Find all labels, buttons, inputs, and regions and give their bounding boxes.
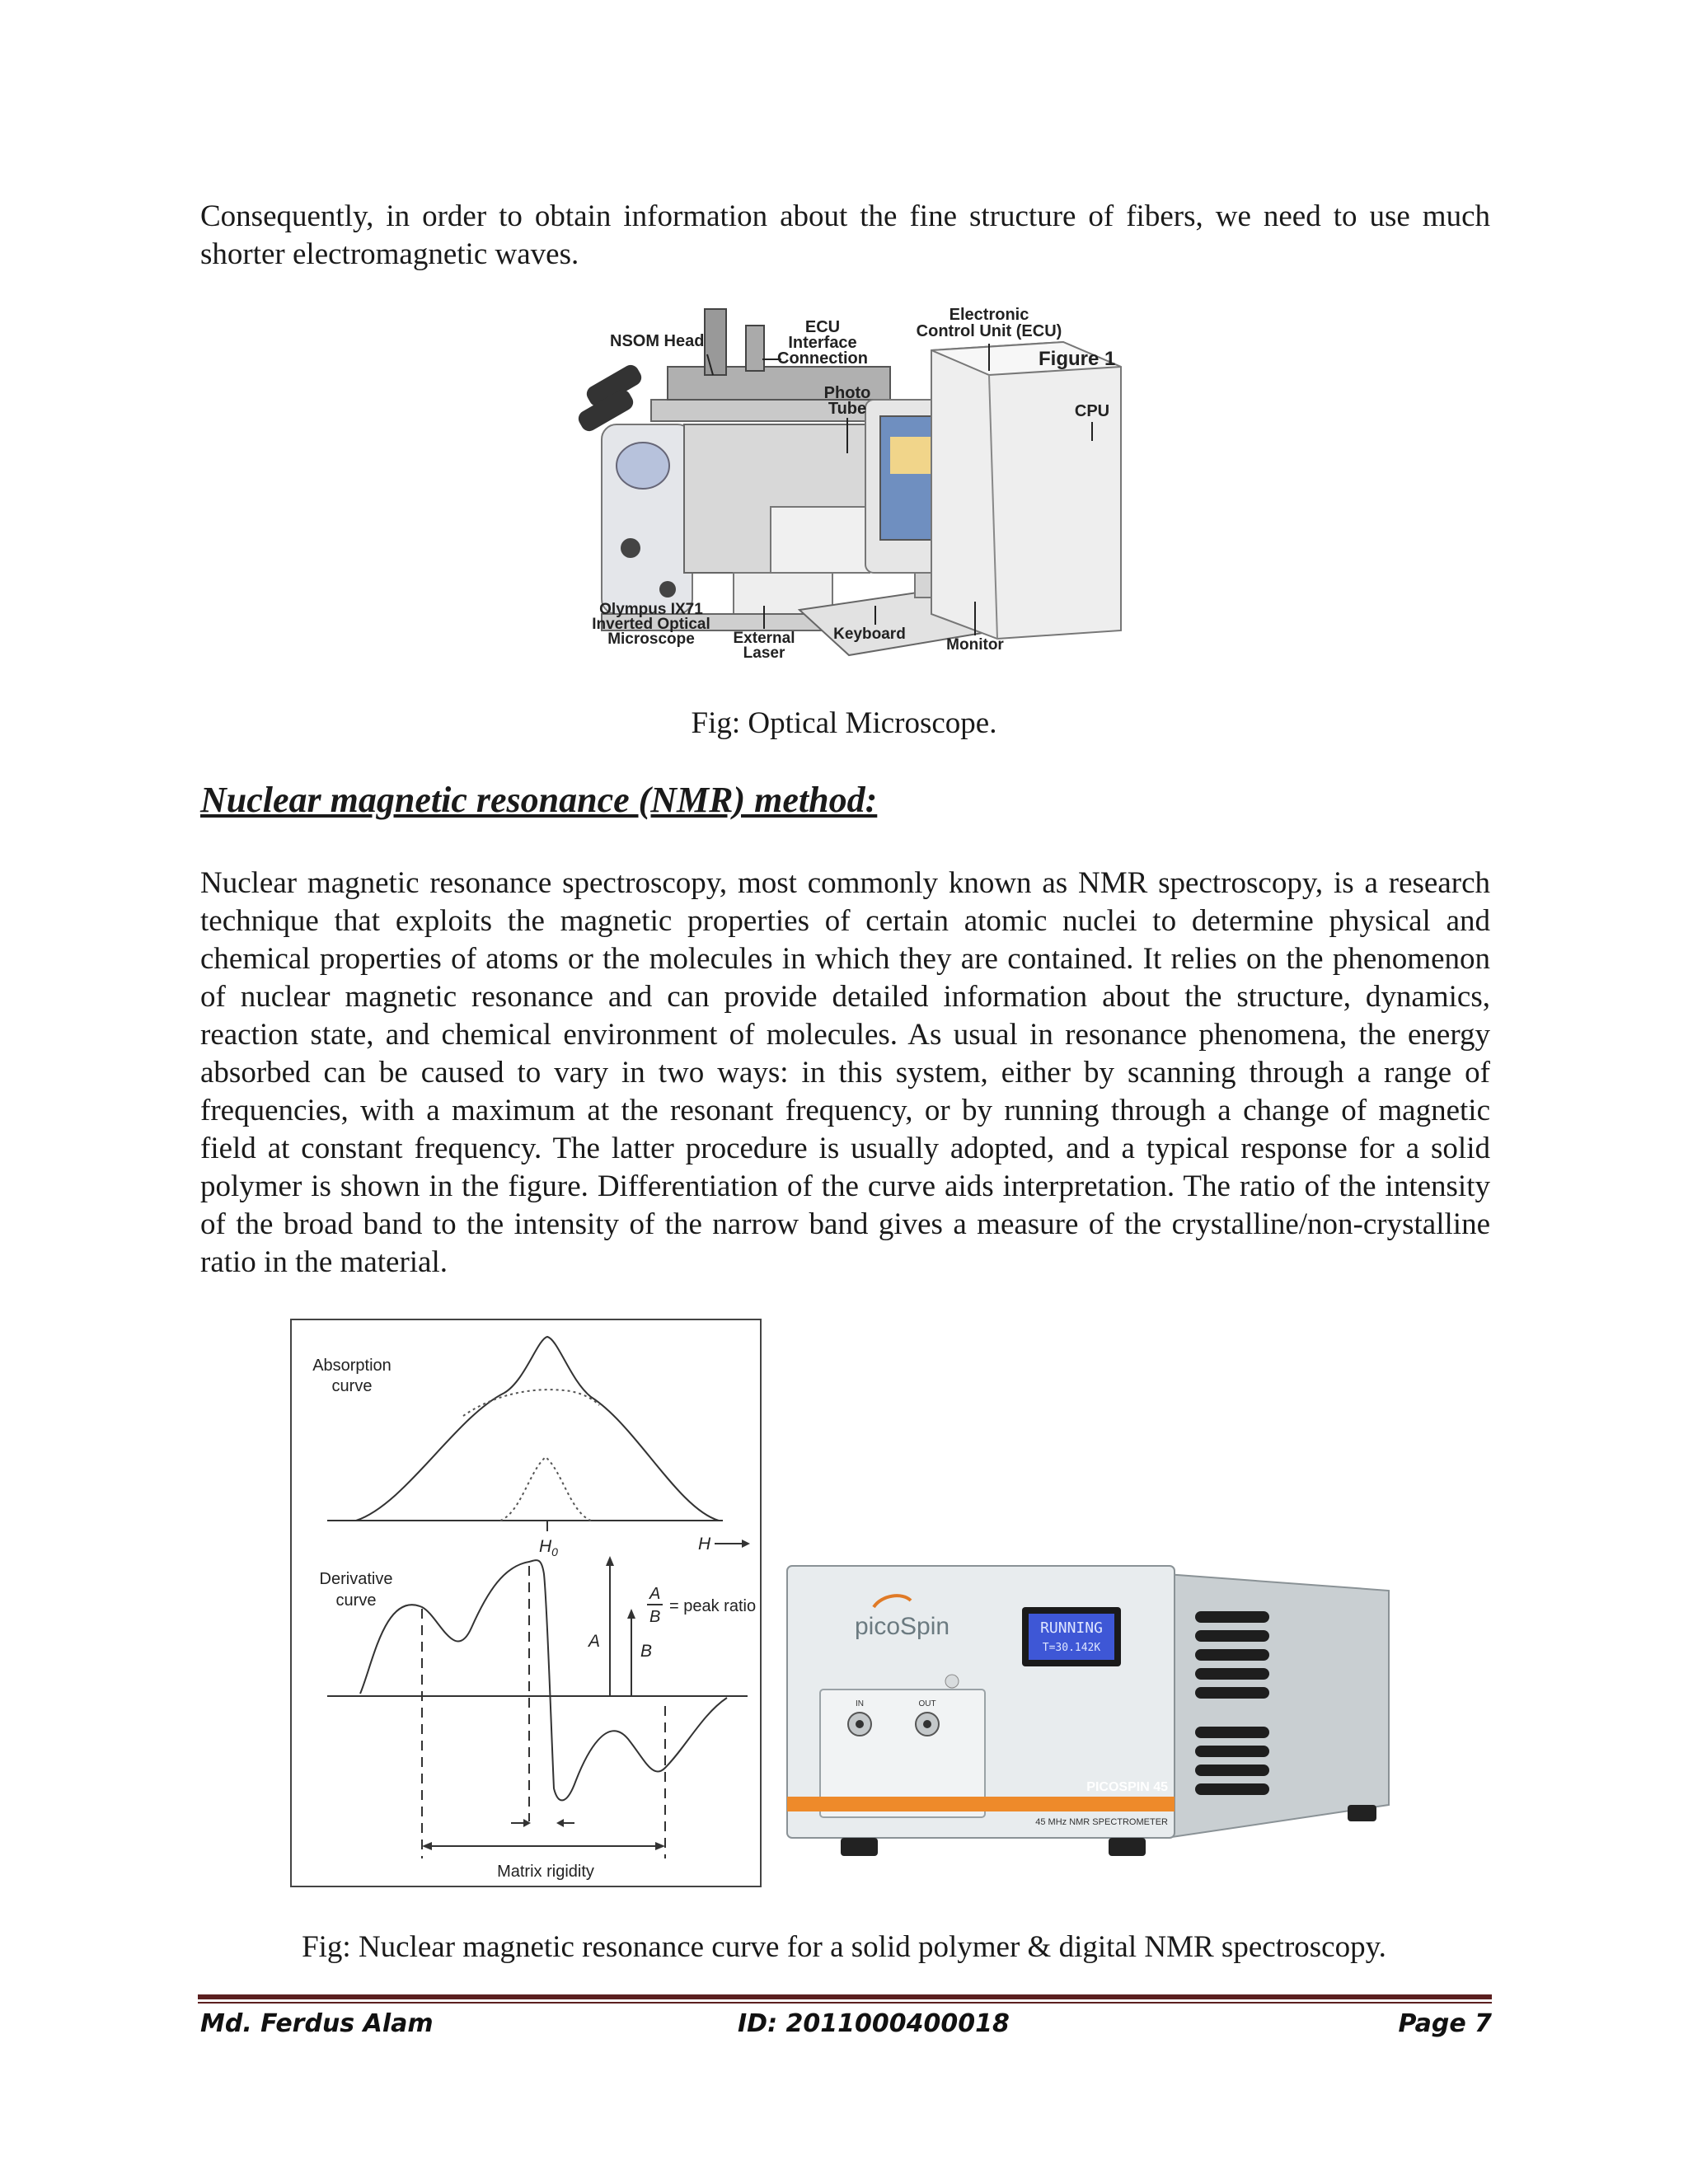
ratio-numerator: A [649, 1585, 661, 1603]
label-microscope: Microscope [607, 630, 695, 648]
label-figure-1: Figure 1 [1039, 348, 1116, 370]
peak-ratio-label: = peak ratio [669, 1597, 757, 1615]
picospin-spectrometer-photo [779, 1549, 1393, 1896]
brand-logo: picoSpin [855, 1613, 950, 1640]
port-in-label: IN [856, 1699, 864, 1708]
label-ecu-line3: Connection [777, 349, 868, 368]
ratio-denominator: B [649, 1608, 661, 1626]
intro-paragraph: Consequently, in order to obtain information about the fine structure of fibers, we need to use much shorter electromagnetic waves. [200, 199, 1490, 271]
footer-rule-thin [198, 2002, 1492, 2004]
footer-id: ID: 2011000400018 [738, 2009, 1010, 2038]
label-olympus: Olympus IX71 [599, 601, 703, 618]
figure2-caption: Fig: Nuclear magnetic resonance curve for a solid polymer & digital NMR spectroscopy. [302, 1930, 1386, 1964]
figure1-caption: Fig: Optical Microscope. [691, 706, 997, 740]
display-status: RUNNING [1040, 1619, 1103, 1637]
cpu-illustration [931, 342, 1121, 639]
peak-b-label: B [640, 1642, 653, 1661]
display-temperature: T=30.142K [1042, 1642, 1101, 1654]
device-foot [1348, 1805, 1376, 1821]
device-foot [1109, 1838, 1146, 1856]
footer-author: Md. Ferdus Alam [200, 2009, 434, 2038]
label-tube: Tube [828, 400, 867, 418]
port-out-label: OUT [918, 1699, 936, 1708]
nmr-curves-diagram [290, 1319, 762, 1887]
matrix-rigidity-label: Matrix rigidity [497, 1863, 594, 1881]
nmr-paragraph: Nuclear magnetic resonance spectroscopy, most commonly known as NMR spectroscopy, is a research technique that exploits the magnetic properties of certain atomic nuclei to determine physical and chemical properties of atoms or the molecules in which they are contained. It relies on the phenomenon of nuclear magnetic resonance and can provide detailed information about the structure, dynamics, reaction state, and chemical environment of molecules. As usual in resonance phenomena, the energy absorbed can be caused to vary in two ways: in this system, either by scanning through a range of frequencies, with a maximum at the resonant frequency, or by running through a change of magnetic field at constant frequency. The latter procedure is usually adopted, and a typical response for a solid polymer is shown in the figure. Differentiation of the curve aids interpretation. The ratio of the intensity of the broad band to the intensity of the narrow band gives a measure of the crystalline/non-crystalline ratio in the material. [200, 866, 1490, 1279]
label-nsom-head: NSOM Head [610, 332, 705, 350]
model-name: PICOSPIN 45 [1086, 1780, 1168, 1794]
label-cpu: CPU [1074, 402, 1110, 420]
label-inverted-optical: Inverted Optical [592, 616, 710, 633]
device-foot [841, 1838, 878, 1856]
orange-band [787, 1797, 1175, 1811]
label-external: External [733, 630, 795, 647]
label-electronic: Electronic [949, 306, 1029, 324]
model-subtitle: 45 MHz NMR SPECTROMETER [1035, 1817, 1168, 1827]
label-ecu-line1: ECU [804, 318, 841, 336]
h0-label: $H_0$ [539, 1537, 558, 1558]
section-heading: Nuclear magnetic resonance (NMR) method: [200, 780, 878, 820]
footer-page-number: Page 7 [1398, 2009, 1492, 2038]
derivative-label-line2: curve [335, 1591, 377, 1610]
label-keyboard: Keyboard [833, 626, 906, 643]
label-laser: Laser [743, 644, 785, 662]
label-monitor: Monitor [946, 636, 1004, 654]
label-ecu-line2: Interface [788, 334, 857, 352]
footer-rule [198, 1994, 1492, 1999]
absorption-label-line1: Absorption [312, 1357, 392, 1375]
label-photo: Photo [823, 384, 871, 402]
absorption-label-line2: curve [331, 1377, 373, 1395]
derivative-label-line1: Derivative [319, 1570, 393, 1588]
h-axis-label: H [698, 1535, 711, 1554]
label-control-unit: Control Unit (ECU) [916, 322, 1062, 340]
optical-microscope-figure [552, 276, 1129, 672]
peak-a-label: A [588, 1632, 601, 1651]
